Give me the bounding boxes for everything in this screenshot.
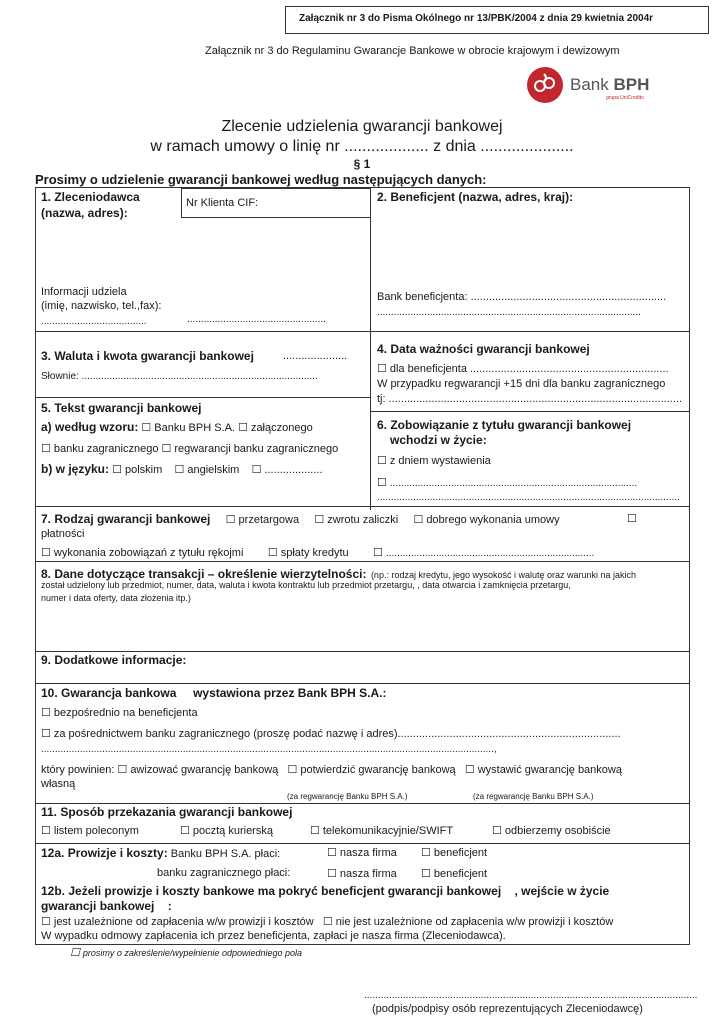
s7-performance-checkbox[interactable]: ☐ dobrego wykonania umowy <box>413 514 559 526</box>
s3-heading: 3. Waluta i kwota gwarancji bankowej <box>41 349 254 363</box>
s5-attached-checkbox[interactable]: ☐ załączonego <box>238 422 313 434</box>
s12a-bph-firm-checkbox[interactable]: ☐ nasza firma <box>327 846 397 859</box>
s7-other-checkbox[interactable]: ☐ ........................................................................... <box>373 548 594 559</box>
form-intro: Prosimy o udzielenie gwarancji bankowej według następujących danych: <box>35 172 487 187</box>
s12a-payer-foreign: banku zagranicznego płaci: <box>157 867 291 879</box>
s7-payment-checkbox[interactable] <box>627 512 640 525</box>
logo-bank-word: Bank <box>570 75 609 94</box>
form-subtitle: w ramach umowy o linię nr ................... z dnia ..................... <box>150 138 574 155</box>
s10-heading-sub: wystawiona przez Bank BPH S.A.: <box>193 686 387 700</box>
s6-issue-date-checkbox[interactable]: ☐ z dniem wystawienia <box>377 454 491 467</box>
s4-heading: 4. Data ważności gwarancji bankowej <box>377 342 590 356</box>
bank-logo-icon <box>526 66 564 104</box>
s12a-foreign-firm-checkbox[interactable]: ☐ nasza firma <box>327 867 397 880</box>
s3-amount-field[interactable]: ..................... <box>283 350 348 362</box>
s5-b-label: b) w języku: <box>41 462 110 476</box>
signature-caption: (podpis/podpisy osób reprezentujących Zleceniodawcę) <box>372 1003 643 1015</box>
top-reference-text: Załącznik nr 3 do Pisma Okólnego nr 13/PBK/2004 z dnia 29 kwietnia 2004r <box>299 13 654 24</box>
s6-heading-sub: wchodzi w życie: <box>390 433 487 447</box>
s7-heading: 7. Rodzaj gwarancji bankowej <box>41 512 211 526</box>
s5-reguarantee-checkbox[interactable]: ☐ regwarancji banku zagranicznego <box>162 443 339 455</box>
s10-bank-dots[interactable]: ..................................................................................................................................................................., <box>41 744 497 755</box>
logo-bph-word: BPH <box>613 75 650 94</box>
s12b-dependent-checkbox[interactable]: ☐ jest uzależnione od zapłacenia w/w prowizji i kosztów <box>41 916 314 928</box>
s12b-heading-mid: , wejście w życie <box>514 884 610 898</box>
s9-heading: 9. Dodatkowe informacje: <box>41 653 187 667</box>
s2-bank-field[interactable]: Bank beneficjenta: ................................................................ <box>377 291 667 303</box>
s5-heading: 5. Tekst gwarancji bankowej <box>41 401 202 415</box>
s5-foreign-bank-checkbox[interactable]: ☐ banku zagranicznego <box>41 443 158 455</box>
s5-bph-checkbox[interactable]: ☐ Banku BPH S.A. <box>141 422 235 434</box>
s12a-payer-bph: Banku BPH S.A. płaci: <box>170 848 281 860</box>
s12a-foreign-beneficiary-checkbox[interactable]: ☐ beneficjent <box>421 867 487 880</box>
s12a-bph-beneficiary-checkbox[interactable]: ☐ beneficjent <box>421 846 487 859</box>
s5-other-language-checkbox[interactable]: ☐ ................... <box>252 464 323 476</box>
s10-own-label: własną <box>41 778 76 790</box>
section-sign: § 1 <box>353 157 371 171</box>
s5-english-checkbox[interactable]: ☐ angielskim <box>174 464 239 476</box>
s7-tender-checkbox[interactable]: ☐ przetargowa <box>226 514 299 526</box>
s5-polish-checkbox[interactable]: ☐ polskim <box>112 464 162 476</box>
s6-heading: 6. Zobowiązanie z tytułu gwarancji bankowej <box>377 418 632 432</box>
signature-line[interactable]: ........................................................................................................................ <box>364 990 698 1001</box>
s11-swift-checkbox[interactable]: ☐ telekomunikacyjnie/SWIFT <box>310 824 453 837</box>
s10-which-label: który powinien: <box>41 764 115 776</box>
footer-note: ☐ prosimy o zakreślenie/wypełnienie odpowiedniego pola <box>70 946 302 959</box>
s10-note-confirm: (za regwarancję Banku BPH S.A.) <box>287 792 408 801</box>
s10-heading: 10. Gwarancja bankowa <box>41 686 177 700</box>
s4-tj-field[interactable]: tj: ................................................................................................ <box>377 393 683 405</box>
s1-heading-sub: (nazwa, adres): <box>41 206 128 220</box>
s12b-heading-end: gwarancji bankowej <box>41 899 155 913</box>
attachment-note: Załącznik nr 3 do Regulaminu Gwarancje Bankowe w obrocie krajowym i dewizowym <box>205 45 620 57</box>
cif-label: Nr Klienta CIF: <box>186 197 259 209</box>
s12b-heading-colon: : <box>167 899 172 913</box>
s11-courier-checkbox[interactable]: ☐ pocztą kurierską <box>180 824 273 837</box>
s6-other-dots[interactable]: ............................................................................................................. <box>377 492 680 503</box>
s11-heading: 11. Sposób przekazania gwarancji bankowej <box>41 805 293 819</box>
s1-info-name-field[interactable]: ...................................... <box>41 316 147 327</box>
s1-info-phone-field[interactable]: .................................................. <box>187 314 326 325</box>
s10-confirm-checkbox[interactable]: ☐ potwierdzić gwarancję bankową <box>287 764 455 776</box>
bank-logo <box>526 66 666 106</box>
s8-heading: 8. Dane dotyczące transakcji – określenie wierzytelności: <box>41 567 367 581</box>
s7-loan-checkbox[interactable]: ☐ spłaty kredytu <box>268 547 349 559</box>
s4-note: W przypadku regwarancji +15 dni dla banku zagranicznego <box>377 378 666 390</box>
form-title: Zlecenie udzielenia gwarancji bankowej <box>221 118 503 135</box>
s11-pickup-checkbox[interactable]: ☐ odbierzemy osobiście <box>492 824 611 837</box>
s2-bank-dots[interactable]: ............................................................................................... <box>377 307 641 318</box>
s2-heading: 2. Beneficjent (nazwa, adres, kraj): <box>377 190 574 204</box>
s3-words-field[interactable]: Słownie: ..................................................................................... <box>41 371 318 382</box>
s8-desc-3: numer i data oferty, data złożenia itp.) <box>41 593 191 603</box>
s10-issue-checkbox[interactable]: ☐ wystawić gwarancję bankową <box>465 764 622 776</box>
s5-a-label: a) według wzoru: <box>41 420 139 434</box>
grid-divider-top <box>370 187 371 510</box>
s7-payment-label: płatności <box>41 528 85 540</box>
s7-warranty-checkbox[interactable]: ☐ wykonania zobowiązań z tytułu rękojmi <box>41 547 243 559</box>
s1-heading: 1. Zleceniodawca <box>41 190 140 204</box>
s8-desc-2: został udzielony lub przedmiot, numer, data, waluta i kwota kontraktu lub przedmiot przetargu, , data otwarcia i zamknięcia przetargu, <box>41 580 571 590</box>
s10-direct-checkbox[interactable]: ☐ bezpośrednio na beneficjenta <box>41 706 198 719</box>
s8-desc-1: (np.: rodzaj kredytu, jego wysokość i walutę oraz warunki na jakich <box>370 570 637 580</box>
s12b-heading: 12b. Jeżeli prowizje i koszty bankowe ma pokryć beneficjent gwarancji bankowej <box>41 884 502 898</box>
s1-info-label: Informacji udziela <box>41 286 127 298</box>
s7-advance-checkbox[interactable]: ☐ zwrotu zaliczki <box>314 514 398 526</box>
s12b-independent-checkbox[interactable]: ☐ nie jest uzależnione od zapłacenia w/w prowizji i kosztów <box>323 916 613 928</box>
s4-beneficiary-checkbox[interactable]: ☐ dla beneficjenta ................................................................. <box>377 362 669 375</box>
logo-tagline: grupa UniCredito <box>606 95 644 101</box>
s10-foreign-bank-checkbox[interactable]: ☐ za pośrednictwem banku zagranicznego (proszę podać nazwę i adres)......................................................................... <box>41 727 621 740</box>
s12b-refusal-note: W wypadku odmowy zapłacenia ich przez beneficjenta, zapłaci je nasza firma (Zleceniodawca). <box>41 930 506 942</box>
s1-info-sub: (imię, nazwisko, tel.,fax): <box>41 300 162 312</box>
s11-registered-checkbox[interactable]: ☐ listem poleconym <box>41 824 139 837</box>
s12a-heading: 12a. Prowizje i koszty: <box>41 846 168 860</box>
s10-note-issue: (za regwarancję Banku BPH S.A.) <box>473 792 594 801</box>
s10-advise-checkbox[interactable]: ☐ awizować gwarancję bankową <box>117 764 278 776</box>
s6-other-checkbox[interactable]: ☐ ......................................................................................... <box>377 476 637 489</box>
